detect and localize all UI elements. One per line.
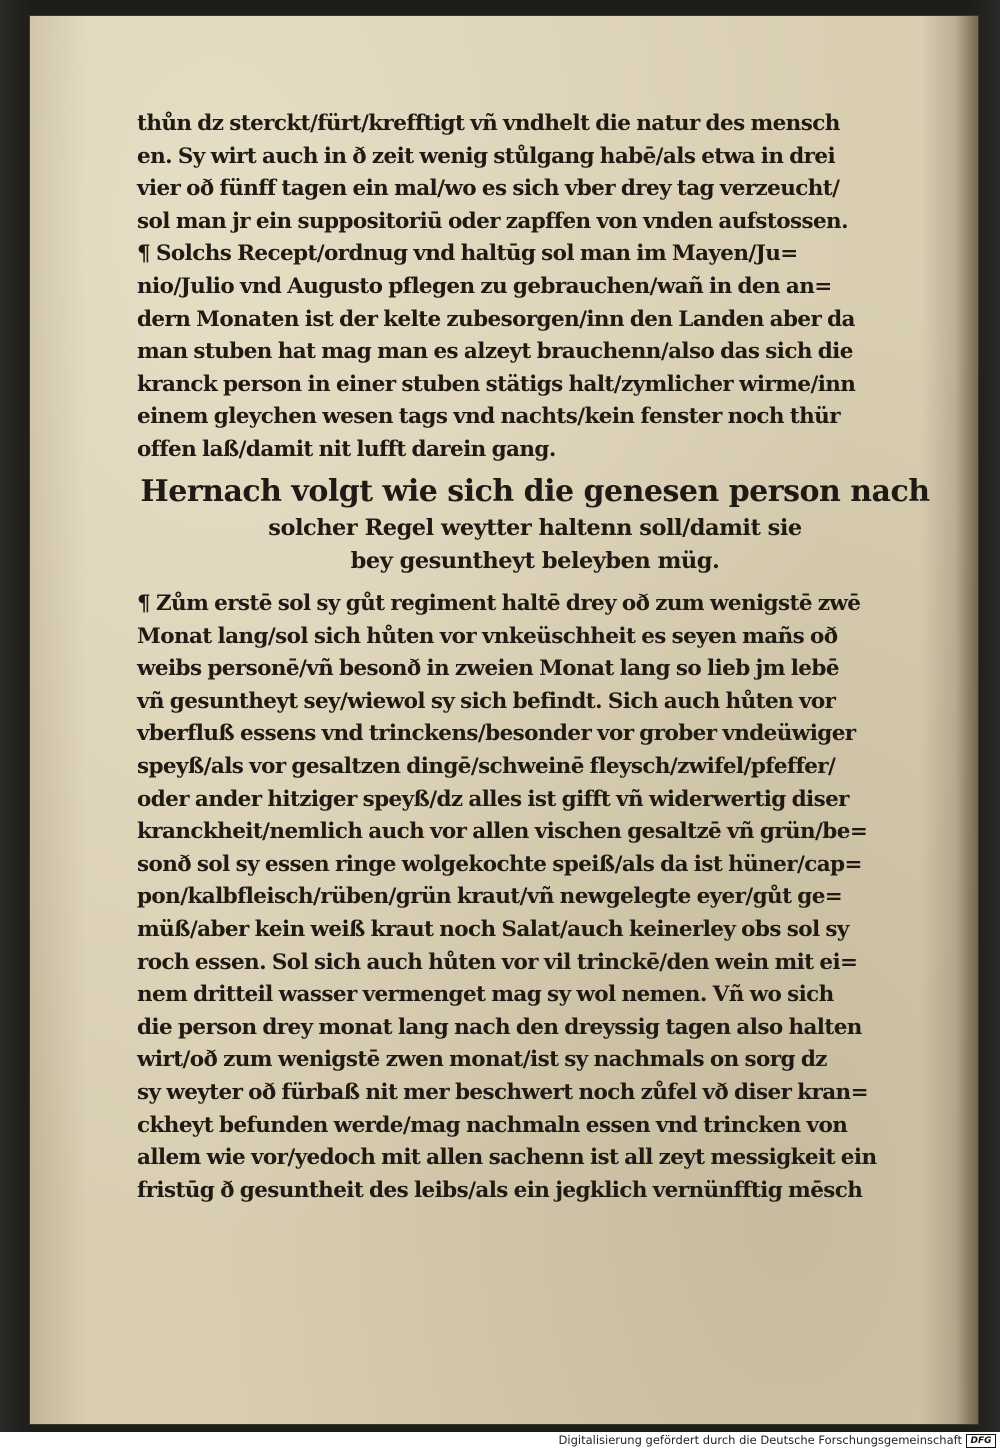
- body-text-block-2: [137, 588, 927, 1207]
- text-line: vier oð fünff tagen ein mal/wo es sich vber drey tag verzeucht/: [137, 176, 840, 202]
- footer-credit: Digitalisierung gefördert durch die Deutsche Forschungsgemeinschaft: [558, 1433, 962, 1447]
- dfg-logo: DFG: [966, 1434, 996, 1448]
- section-heading: [140, 472, 930, 578]
- text-line: ¶ Zům erstē sol sy gůt regiment haltē drey oð zum wenigstē zwē: [137, 591, 861, 616]
- text-line: kranckheit/nemlich auch vor allen vischen gesaltzē vñ grün/be=: [137, 819, 868, 845]
- text-line: nem dritteil wasser vermenget mag sy wol nemen. Vñ wo sich: [137, 982, 834, 1008]
- heading-line: solcher Regel weytter haltenn soll/damit sie: [268, 515, 802, 541]
- text-line: nio/Julio vnd Augusto pflegen zu gebrauchen/wañ in den an=: [137, 273, 832, 299]
- text-line: vberfluß essens vnd trinckens/besonder vor grober vndeüwiger: [137, 721, 856, 747]
- text-line: müß/aber kein weiß kraut noch Salat/auch keinerley obs sol sy: [137, 916, 849, 942]
- text-line: weibs personē/vñ besonð in zweien Monat lang so lieb jm lebē: [137, 656, 839, 682]
- text-line: en. Sy wirt auch in ð zeit wenig stůlgang habē/als etwa in drei: [137, 143, 836, 169]
- text-line: allem wie vor/yedoch mit allen sachenn ist all zeyt messigkeit ein: [137, 1145, 877, 1171]
- page-edge-shadow: [956, 16, 978, 1424]
- text-line: offen laß/damit nit lufft darein gang.: [137, 436, 556, 462]
- text-line: man stuben hat mag man es alzeyt brauchenn/also das sich die: [137, 339, 853, 365]
- heading-line: bey gesuntheyt beleyben müg.: [350, 548, 720, 574]
- text-line: fristūg ð gesuntheit des leibs/als ein jegklich vernünfftig mēsch: [137, 1177, 863, 1203]
- text-line: oder ander hitziger speyß/dz alles ist gifft vñ widerwertig diser: [137, 786, 849, 812]
- text-line: thůn dz sterckt/fürt/krefftigt vñ vndhelt die natur des mensch: [137, 111, 840, 136]
- text-line: sol man jr ein suppositoriū oder zapffen von vnden aufstossen.: [137, 208, 848, 234]
- text-line: Monat lang/sol sich hůten vor vnkeüschheit es seyen mañs oð: [137, 623, 838, 649]
- text-line: roch essen. Sol sich auch hůten vor vil trinckē/den wein mit ei=: [137, 949, 858, 975]
- text-line: ¶ Solchs Recept/ordnug vnd haltūg sol man im Mayen/Ju=: [137, 241, 798, 267]
- heading-line: Hernach volgt wie sich die genesen person nach: [140, 474, 930, 509]
- text-line: kranck person in einer stuben stätigs halt/zymlicher wirme/inn: [137, 371, 856, 397]
- text-line: vñ gesuntheyt sey/wiewol sy sich befindt. Sich auch hůten vor: [137, 688, 836, 714]
- text-line: ckheyt befunden werde/mag nachmaln essen vnd trincken von: [137, 1112, 848, 1138]
- text-line: dern Monaten ist der kelte zubesorgen/inn den Landen aber da: [137, 306, 855, 332]
- text-line: pon/kalbfleisch/rüben/grün kraut/vñ newgelegte eyer/gůt ge=: [137, 884, 843, 910]
- text-line: sonð sol sy essen ringe wolgekochte speiß/als da ist hüner/cap=: [137, 851, 862, 877]
- text-line: einem gleychen wesen tags vnd nachts/kein fenster noch thür: [137, 404, 840, 430]
- text-line: sy weyter oð fürbaß nit mer beschwert noch zůfel vð diser kran=: [137, 1079, 868, 1105]
- text-line: speyß/als vor gesaltzen dingē/schweinē fleysch/zwifel/pfeffer/: [137, 753, 836, 779]
- text-line: wirt/oð zum wenigstē zwen monat/ist sy nachmals on sorg dz: [137, 1047, 827, 1073]
- body-text-block: [137, 108, 927, 467]
- text-line: die person drey monat lang nach den dreyssig tagen also halten: [137, 1014, 862, 1040]
- footer-bar: [0, 1432, 1000, 1451]
